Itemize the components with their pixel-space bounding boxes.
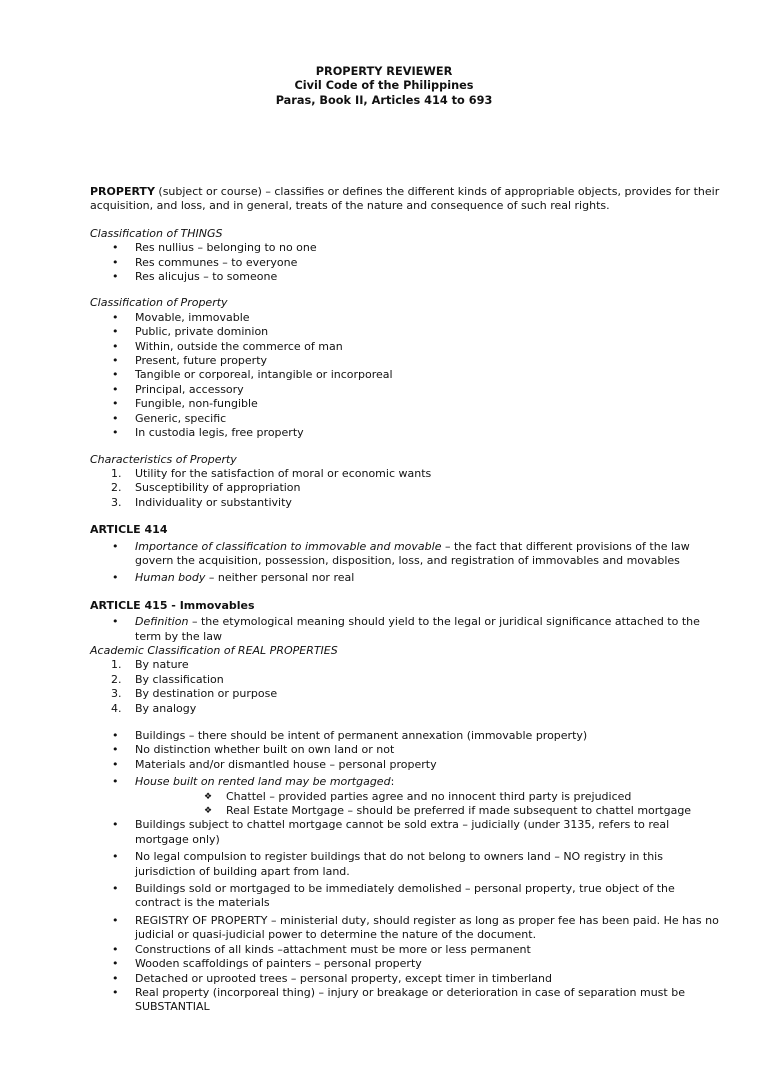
list-item: 1. Utility for the satisfaction of moral or economic wants xyxy=(111,466,432,480)
list-item: • Human body – neither personal nor real xyxy=(112,571,355,585)
characteristics-list xyxy=(90,467,722,510)
list-item: • Public, private dominion xyxy=(112,325,269,339)
list-number: 2. xyxy=(111,672,122,686)
bullet-icon: • xyxy=(112,354,119,368)
bullet-icon: • xyxy=(112,913,119,927)
bullet-icon: • xyxy=(112,411,119,425)
document-page xyxy=(0,65,768,1089)
bullet-icon: • xyxy=(112,729,119,742)
list-number: 3. xyxy=(111,687,122,701)
list-item: 4. By analogy xyxy=(111,701,197,715)
intro-text: (subject or course) – classifies or defines the different kinds of appropriable objects, provides for their acquisition, and loss, and in general, treats of the nature and consequence of such real rights. xyxy=(90,185,720,213)
list-item: • Detached or uprooted trees – personal property, except timer in timberland xyxy=(112,971,552,985)
academic-list xyxy=(90,658,722,716)
academic-heading: Academic Classification of REAL PROPERTIES xyxy=(90,643,338,657)
bullet-icon: • xyxy=(112,818,119,832)
property-class-list xyxy=(90,311,722,441)
bullet-icon: • xyxy=(112,310,119,324)
list-item: • Wooden scaffoldings of painters – personal property xyxy=(112,957,422,971)
real-property-list-continued xyxy=(90,818,722,1014)
list-item: • Movable, immovable xyxy=(112,310,250,324)
mortgage-sublist xyxy=(90,790,722,819)
bullet-icon: • xyxy=(112,270,119,284)
bullet-icon: • xyxy=(112,957,119,971)
intro-paragraph xyxy=(90,185,722,214)
bullet-icon: • xyxy=(112,757,119,771)
list-item: • No distinction whether built on own land or not xyxy=(112,743,395,757)
list-item: • Importance of classification to immovable and movable – the fact that different provisions of the law govern the acquisition, possession, disposition, loss, and registration of immovables and movables xyxy=(112,539,690,567)
list-item: • In custodia legis, free property xyxy=(112,426,304,440)
things-section xyxy=(90,227,722,285)
property-class-section xyxy=(90,296,722,440)
characteristics-heading: Characteristics of Property xyxy=(90,452,237,466)
list-item: • Res alicujus – to someone xyxy=(112,270,278,284)
list-item: • Buildings – there should be intent of permanent annexation (immovable property) xyxy=(112,729,588,742)
list-item: • Tangible or corporeal, intangible or incorporeal xyxy=(112,368,393,382)
real-property-list xyxy=(90,729,722,790)
header-subtitle: Civil Code of the Philippines xyxy=(294,79,474,93)
list-item: 3. Individuality or substantivity xyxy=(111,495,292,509)
list-item: • REGISTRY OF PROPERTY – ministerial duty, should register as long as proper fee has been paid. He has no judicial or quasi-judicial power to determine the nature of the document. xyxy=(112,913,719,942)
list-item: • Materials and/or dismantled house – personal property xyxy=(112,757,437,771)
list-item: 2. By classification xyxy=(111,672,224,686)
bullet-icon: • xyxy=(112,325,119,339)
list-number: 2. xyxy=(111,481,122,495)
bullet-icon: • xyxy=(112,882,119,896)
characteristics-section xyxy=(90,453,722,511)
article-414-list xyxy=(90,540,722,586)
article-414-section xyxy=(90,523,722,586)
list-item: • Buildings sold or mortgaged to be immediately demolished – personal property, true object of the contract is the materials xyxy=(112,882,675,910)
list-item: • Present, future property xyxy=(112,354,268,368)
list-item: • Res nullius – belonging to no one xyxy=(112,241,317,255)
bullet-icon: • xyxy=(112,743,119,757)
article-414-heading: ARTICLE 414 xyxy=(90,523,168,537)
list-item: • Within, outside the commerce of man xyxy=(112,339,343,353)
article-415-section xyxy=(90,599,722,1015)
article-415-definition-list xyxy=(90,615,722,644)
list-item: • Generic, specific xyxy=(112,411,227,425)
list-number: 1. xyxy=(111,658,122,672)
header-title: PROPERTY REVIEWER xyxy=(315,65,453,78)
bullet-icon: • xyxy=(112,382,119,396)
diamond-bullet-icon: ❖ xyxy=(204,791,213,802)
bullet-icon: • xyxy=(112,368,119,382)
bullet-icon: • xyxy=(112,426,119,440)
list-item: 1. By nature xyxy=(111,658,189,672)
things-list xyxy=(90,241,722,284)
intro-term: PROPERTY xyxy=(90,185,155,198)
bullet-icon: • xyxy=(112,241,119,255)
bullet-icon: • xyxy=(112,971,119,985)
list-number: 3. xyxy=(111,495,122,509)
list-item: 3. By destination or purpose xyxy=(111,687,278,701)
property-class-heading: Classification of Property xyxy=(90,296,228,310)
bullet-icon: • xyxy=(112,775,119,789)
list-item: • Constructions of all kinds –attachment must be more or less permanent xyxy=(112,942,531,956)
list-number: 4. xyxy=(111,701,122,715)
document-header xyxy=(0,65,768,108)
list-item: • Buildings subject to chattel mortgage cannot be sold extra – judicially (under 3135, refers to real mortgage only) xyxy=(112,818,670,846)
article-415-heading: ARTICLE 415 - Immovables xyxy=(90,598,255,612)
list-item: • Real property (incorporeal thing) – injury or breakage or deterioration in case of separation must be SUBSTANTIAL xyxy=(112,985,685,1014)
bullet-icon: • xyxy=(112,985,119,999)
list-item: • House built on rented land may be mortgaged: xyxy=(112,775,395,789)
things-heading: Classification of THINGS xyxy=(90,226,223,240)
bullet-icon: • xyxy=(112,539,119,553)
bullet-icon: • xyxy=(112,255,119,269)
list-item: ❖ Chattel – provided parties agree and no innocent third party is prejudiced xyxy=(204,789,632,803)
diamond-bullet-icon: ❖ xyxy=(204,806,213,817)
list-item: • Definition – the etymological meaning should yield to the legal or juridical significance attached to the term by the law xyxy=(112,615,700,643)
list-item: 2. Susceptibility of appropriation xyxy=(111,481,301,495)
bullet-icon: • xyxy=(112,397,119,411)
bullet-icon: • xyxy=(112,850,119,864)
bullet-icon: • xyxy=(112,571,119,585)
bullet-icon: • xyxy=(112,942,119,956)
list-item: • No legal compulsion to register buildings that do not belong to owners land – NO registry in this jurisdiction of building apart from land. xyxy=(112,850,663,878)
bullet-icon: • xyxy=(112,615,119,629)
bullet-icon: • xyxy=(112,339,119,353)
list-item: • Res communes – to everyone xyxy=(112,255,298,269)
list-item: ❖ Real Estate Mortgage – should be preferred if made subsequent to chattel mortgage xyxy=(204,804,692,818)
list-number: 1. xyxy=(111,466,122,480)
header-articles: Paras, Book II, Articles 414 to 693 xyxy=(275,93,493,107)
list-item: • Principal, accessory xyxy=(112,382,244,396)
list-item: • Fungible, non-fungible xyxy=(112,397,258,411)
document-body xyxy=(90,185,722,1015)
